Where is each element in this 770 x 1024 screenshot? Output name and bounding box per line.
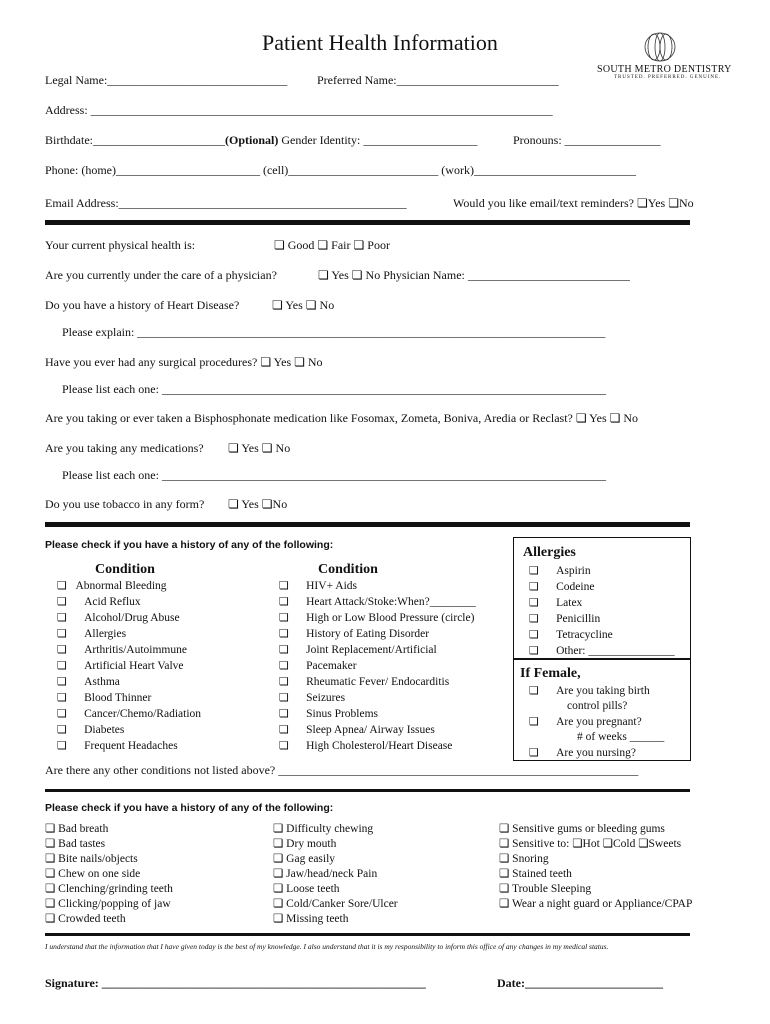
checkbox: ❏ — [57, 643, 67, 656]
preferred-name-field[interactable]: Preferred Name:___________________________ — [317, 73, 559, 87]
conditions-header: Please check if you have a history of any of the following: — [45, 539, 334, 551]
list-item[interactable]: ❏ Arthritis/Autoimmune — [57, 643, 187, 656]
list-item[interactable]: ❏ Cancer/Chemo/Radiation — [57, 707, 202, 720]
date-field[interactable]: Date:_______________________ — [497, 976, 663, 990]
checkbox: ❏ — [529, 612, 539, 625]
list-item[interactable]: ❏ Bite nails/objects — [45, 853, 138, 865]
logo — [640, 30, 680, 68]
checkbox: ❏ — [279, 595, 289, 608]
checkbox: ❏ — [57, 691, 67, 704]
physician-question: Are you currently under the care of a physician? — [45, 268, 277, 282]
list-item[interactable]: ❏ Are you pregnant? — [529, 715, 642, 728]
checkbox: ❏ — [529, 628, 539, 641]
checkbox: ❏ — [529, 580, 539, 593]
divider — [45, 789, 690, 792]
list-item[interactable]: ❏ Crowded teeth — [45, 913, 126, 925]
reminders-question[interactable]: Would you like email/text reminders? ❏Yes ❏No — [453, 196, 694, 210]
phone-field[interactable]: Phone: (home)________________________ (cell)_________________________ (work)___________________________ — [45, 163, 636, 177]
pronouns-field[interactable]: Pronouns: ________________ — [513, 133, 661, 147]
checkbox: ❏ — [57, 659, 67, 672]
list-item[interactable]: ❏ Other: _______________ — [529, 644, 675, 657]
list-item[interactable]: ❏ Sleep Apnea/ Airway Issues — [279, 723, 435, 736]
checkbox: ❏ — [57, 579, 67, 592]
list-item[interactable]: ❏ High or Low Blood Pressure (circle) — [279, 611, 475, 624]
list-item[interactable]: ❏ High Cholesterol/Heart Disease — [279, 739, 453, 752]
list-item[interactable]: ❏ Missing teeth — [273, 913, 349, 925]
checkbox: ❏ — [279, 611, 289, 624]
list-item[interactable]: ❏ Loose teeth — [273, 883, 340, 895]
list-item[interactable]: ❏ Clenching/grinding teeth — [45, 883, 173, 895]
list-item[interactable]: ❏ Blood Thinner — [57, 691, 152, 704]
surgical-list-field[interactable]: Please list each one: __________________________________________________________________________ — [62, 382, 606, 396]
checkbox: ❏ — [529, 715, 539, 728]
legal-name-field[interactable]: Legal Name:______________________________ — [45, 73, 288, 87]
list-item[interactable]: ❏ Frequent Headaches — [57, 739, 178, 752]
dental-header: Please check if you have a history of any of the following: — [45, 802, 334, 814]
health-question: Your current physical health is: — [45, 238, 196, 252]
checkbox: ❏ — [279, 627, 289, 640]
heart-options[interactable]: ❏ Yes ❏ No — [272, 298, 335, 312]
list-item[interactable]: ❏ Aspirin — [529, 564, 591, 577]
dental-list-3 — [499, 822, 692, 912]
email-field[interactable]: Email Address:________________________________________________ — [45, 196, 407, 210]
birthdate-label: Birthdate:______________________ — [45, 133, 225, 147]
list-item[interactable]: ❏ Difficulty chewing — [273, 823, 374, 835]
list-item[interactable]: ❏ Abnormal Bleeding — [57, 579, 167, 592]
list-item[interactable]: ❏ Are you taking birth — [529, 684, 650, 697]
list-item[interactable]: ❏ Snoring — [499, 853, 549, 865]
dental-list-2 — [273, 822, 398, 927]
gender-field: Gender Identity: ___________________ — [278, 133, 478, 147]
female-list — [529, 683, 664, 761]
medications-options[interactable]: ❏ Yes ❏ No — [228, 441, 291, 455]
list-item[interactable]: ❏ Bad breath — [45, 823, 109, 835]
checkbox: ❏ — [57, 595, 67, 608]
tobacco-options[interactable]: ❏ Yes ❏No — [228, 497, 288, 511]
signature-field[interactable]: Signature: ______________________________________________________ — [45, 976, 426, 990]
list-item[interactable]: ❏ Artificial Heart Valve — [57, 659, 184, 672]
medications-list-field[interactable]: Please list each one: __________________________________________________________________________ — [62, 468, 606, 482]
checkbox: ❏ — [529, 596, 539, 609]
list-item[interactable]: ❏ Heart Attack/Stoke:When?________ — [279, 595, 476, 608]
birthdate-field[interactable] — [45, 133, 477, 148]
list-item[interactable]: ❏ Cold/Canker Sore/Ulcer — [273, 898, 398, 910]
disclaimer: I understand that the information that I have given today is the best of my knowledge. I also understand that it is my responsibility to inform this office of any changes in my medical status. — [45, 942, 609, 951]
physician-options[interactable]: ❏ Yes ❏ No Physician Name: ___________________________ — [318, 268, 630, 282]
checkbox: ❏ — [529, 564, 539, 577]
allergies-list — [529, 563, 675, 659]
list-item[interactable]: ❏ Sensitive to: ❏Hot ❏Cold ❏Sweets — [499, 838, 682, 850]
list-item[interactable]: ❏ Acid Reflux — [57, 595, 141, 608]
list-item[interactable]: ❏ Tetracycline — [529, 628, 613, 641]
list-item[interactable]: ❏ Wear a night guard or Appliance/CPAP — [499, 898, 693, 910]
list-item[interactable]: ❏ Dry mouth — [273, 838, 337, 850]
dental-list-1 — [45, 822, 173, 927]
checkbox: ❏ — [529, 644, 539, 657]
list-item[interactable]: ❏ Bad tastes — [45, 838, 106, 850]
list-item[interactable]: ❏ Pacemaker — [279, 659, 357, 672]
checkbox: ❏ — [57, 627, 67, 640]
heart-question: Do you have a history of Heart Disease? — [45, 298, 240, 312]
condition-list-1 — [57, 578, 201, 754]
address-field[interactable]: Address: _____________________________________________________________________________ — [45, 103, 553, 117]
list-item[interactable]: ❏ Diabetes — [57, 723, 125, 736]
list-item[interactable]: ❏ Sensitive gums or bleeding gums — [499, 823, 665, 835]
checkbox: ❏ — [57, 739, 67, 752]
allergies-title: Allergies — [523, 545, 576, 560]
checkbox: ❏ — [57, 611, 67, 624]
logo-tagline: TRUSTED. PREFERRED. GENUINE. — [614, 75, 722, 80]
checkbox: ❏ — [57, 707, 67, 720]
medications-question: Are you taking any medications? — [45, 441, 204, 455]
checkbox: ❏ — [279, 643, 289, 656]
list-item[interactable]: ❏ Gag easily — [273, 853, 336, 865]
condition-col-title: Condition — [318, 562, 378, 577]
list-item[interactable]: ❏ Seizures — [279, 691, 346, 704]
divider — [45, 933, 690, 936]
checkbox: ❏ — [279, 579, 289, 592]
divider — [45, 522, 690, 527]
list-item[interactable]: ❏ Latex — [529, 596, 583, 609]
list-item[interactable]: ❏ Sinus Problems — [279, 707, 379, 720]
list-item[interactable]: ❏ History of Eating Disorder — [279, 627, 430, 640]
surgical-question[interactable]: Have you ever had any surgical procedures? ❏ Yes ❏ No — [45, 355, 323, 369]
list-item[interactable]: ❏ Clicking/popping of jaw — [45, 898, 171, 910]
list-item[interactable]: ❏ Allergies — [57, 627, 127, 640]
checkbox: ❏ — [529, 684, 539, 697]
list-item[interactable]: ❏ Codeine — [529, 580, 595, 593]
list-item[interactable]: ❏ Chew on one side — [45, 868, 141, 880]
checkbox: ❏ — [279, 739, 289, 752]
list-item[interactable]: ❏ Penicillin — [529, 612, 601, 625]
bisphosphonate-question[interactable]: Are you taking or ever taken a Bisphosphonate medication like Fosomax, Zometa, Boniva, Aredia or Reclast? ❏ Yes ❏ No — [45, 411, 639, 425]
list-item[interactable]: ❏ Are you nursing? — [529, 746, 636, 759]
list-item[interactable]: # of weeks ______ — [577, 731, 665, 743]
female-title: If Female, — [520, 666, 581, 681]
checkbox: ❏ — [279, 723, 289, 736]
explain-field[interactable]: Please explain: ______________________________________________________________________________ — [62, 325, 606, 339]
tobacco-question: Do you use tobacco in any form? — [45, 497, 205, 511]
list-item[interactable]: ❏ Rheumatic Fever/ Endocarditis — [279, 675, 450, 688]
list-item[interactable]: ❏ Trouble Sleeping — [499, 883, 592, 895]
health-options[interactable]: ❏ Good ❏ Fair ❏ Poor — [274, 238, 390, 252]
list-item[interactable]: ❏ Jaw/head/neck Pain — [273, 868, 378, 880]
list-item[interactable]: ❏ HIV+ Aids — [279, 579, 358, 592]
divider — [45, 220, 690, 225]
checkbox: ❏ — [57, 723, 67, 736]
list-item[interactable]: ❏ Stained teeth — [499, 868, 572, 880]
list-item: control pills? — [567, 700, 628, 712]
condition-list-2 — [279, 578, 476, 754]
checkbox: ❏ — [279, 659, 289, 672]
list-item[interactable]: ❏ Alcohol/Drug Abuse — [57, 611, 180, 624]
checkbox: ❏ — [529, 746, 539, 759]
condition-col-title: Condition — [95, 562, 155, 577]
list-item[interactable]: ❏ Joint Replacement/Artificial — [279, 643, 437, 656]
page-title: Patient Health Information — [262, 30, 498, 55]
logo-name: SOUTH METRO DENTISTRY — [597, 64, 732, 75]
list-item[interactable]: ❏ Asthma — [57, 675, 120, 688]
logo-icon — [640, 30, 680, 64]
checkbox: ❏ — [57, 675, 67, 688]
checkbox: ❏ — [279, 707, 289, 720]
other-conditions-field[interactable]: Are there any other conditions not listed above? ____________________________________________________________ — [45, 763, 639, 777]
optional-label: (Optional) — [225, 133, 279, 147]
checkbox: ❏ — [279, 675, 289, 688]
checkbox: ❏ — [279, 691, 289, 704]
